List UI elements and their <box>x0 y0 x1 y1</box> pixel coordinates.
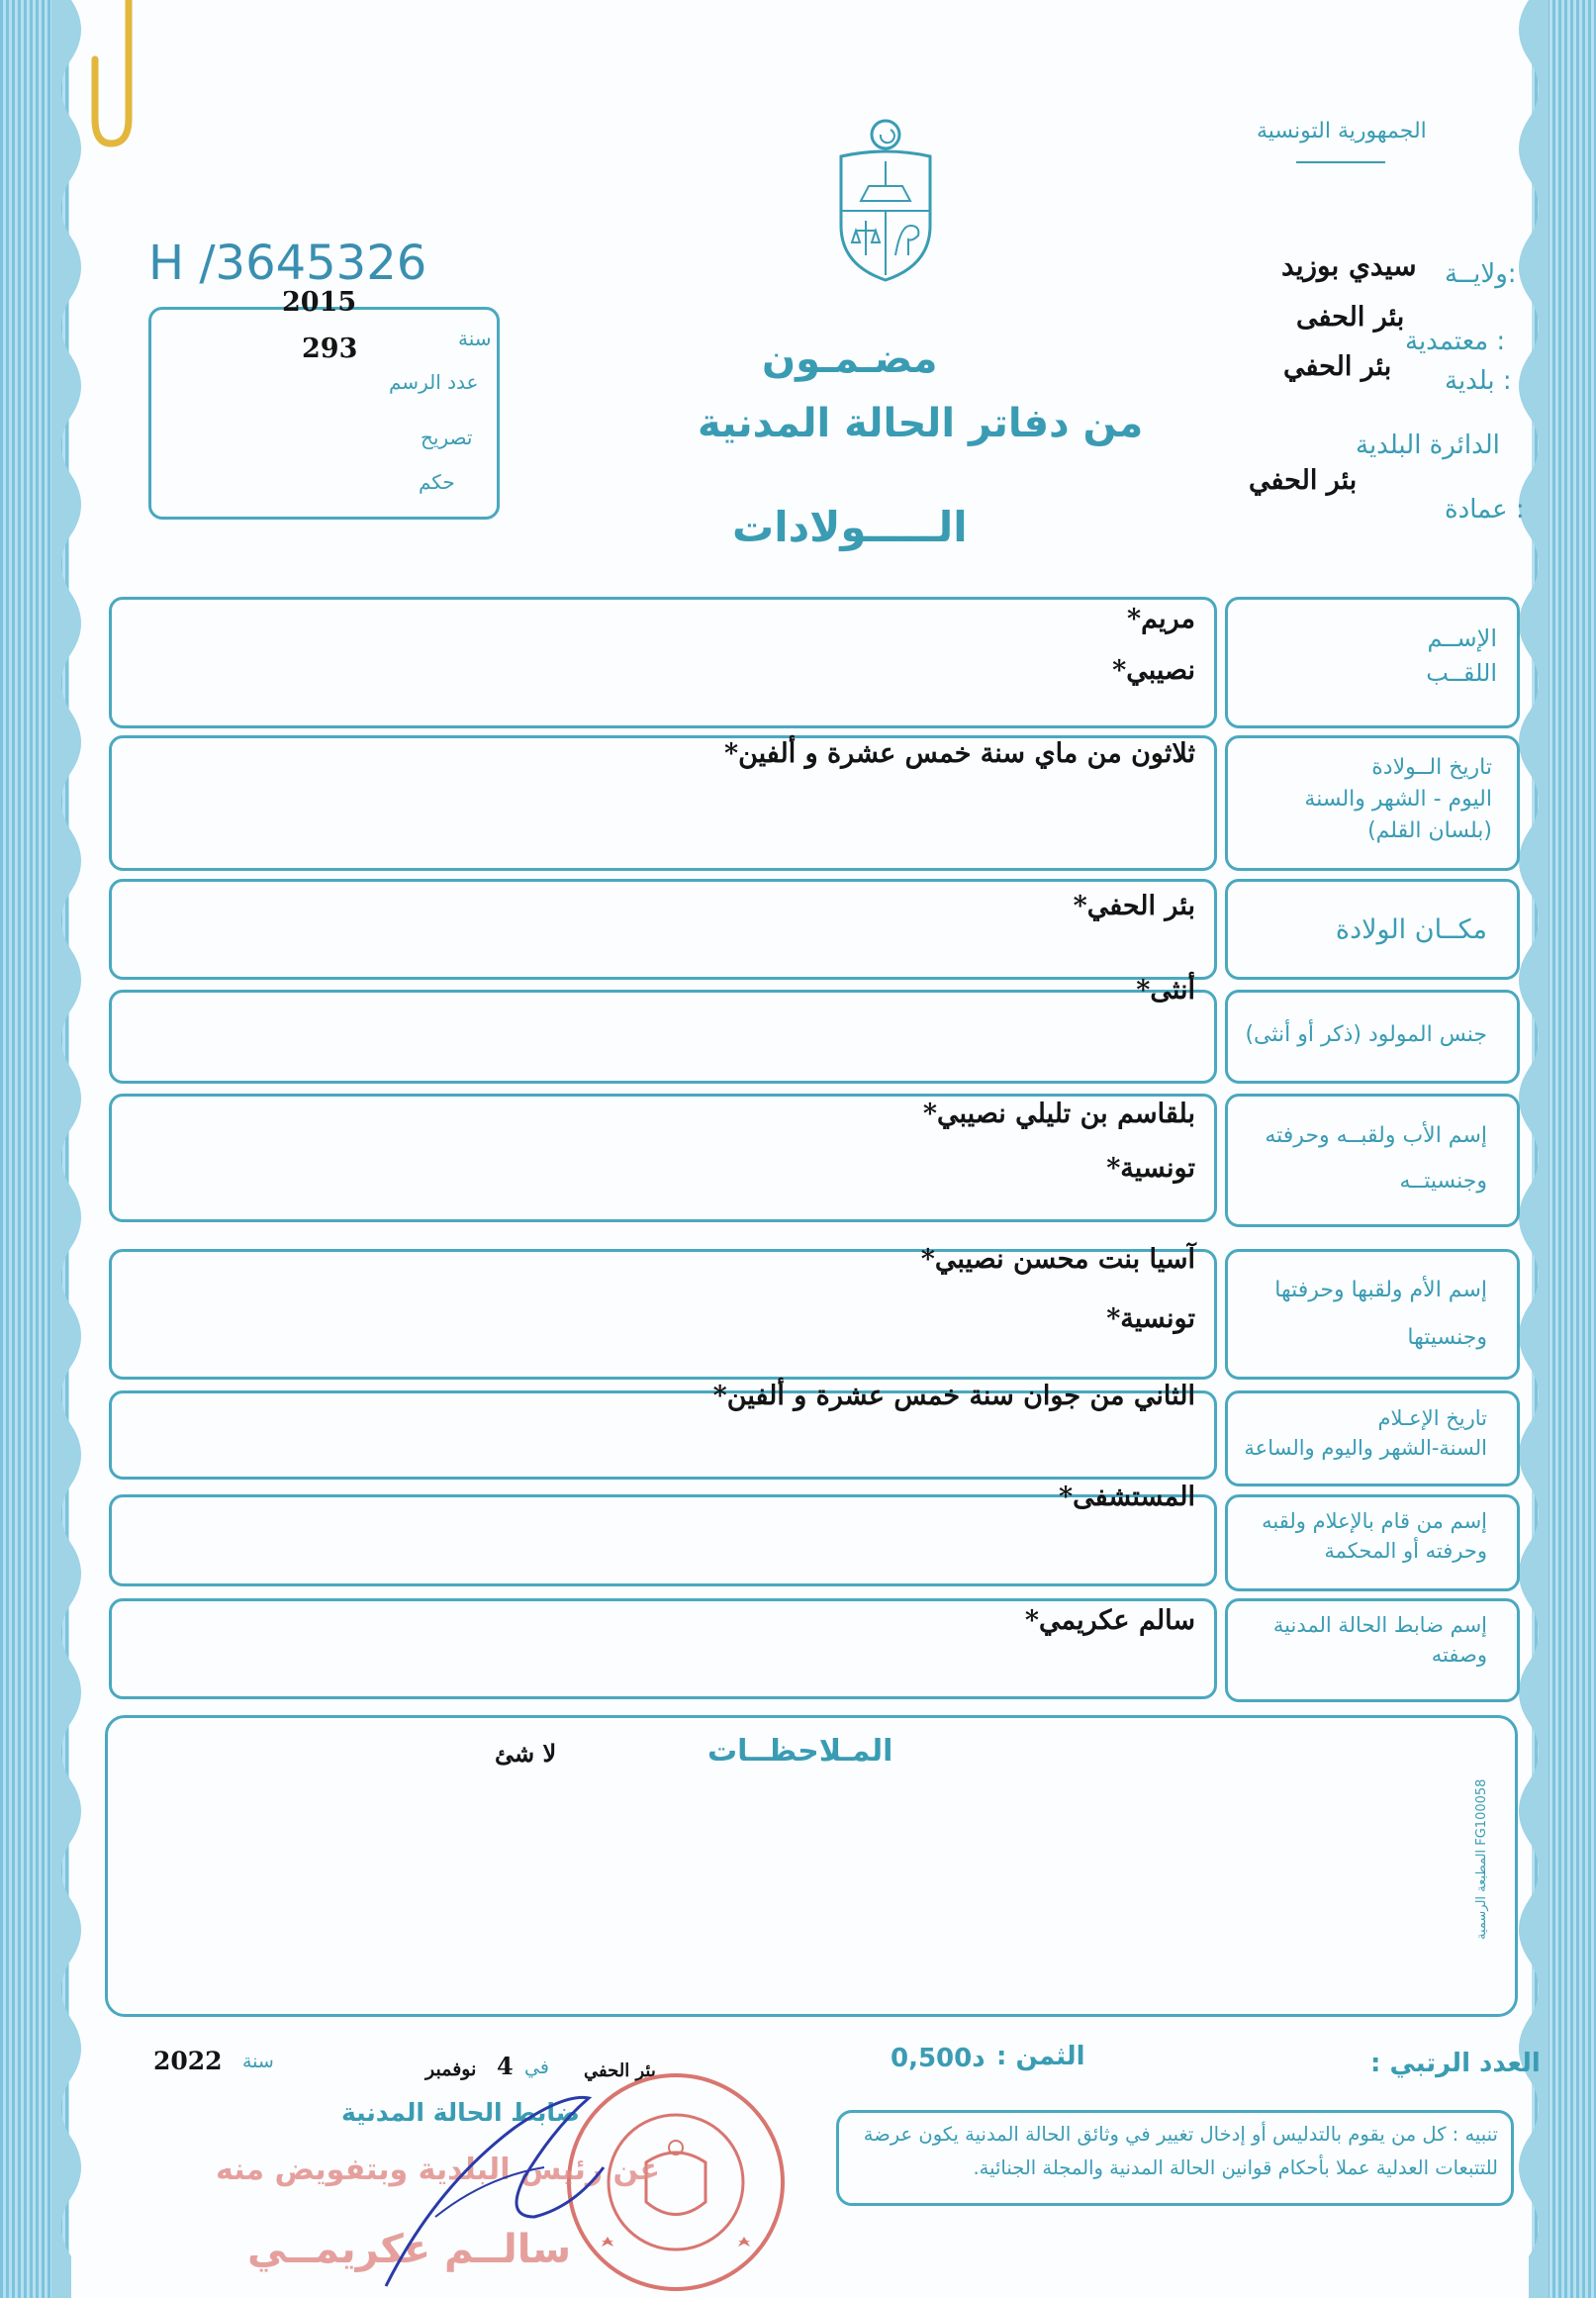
officer-title: ضابط الحالة المدنية <box>341 2098 580 2127</box>
father-nationality-value: تونسية* <box>1106 1153 1195 1184</box>
signature-icon <box>376 2068 633 2296</box>
title-extract: مضـمـون <box>762 336 938 382</box>
wilaya-label: ولايــة: <box>1445 259 1517 289</box>
mutamadia-label: معتمدية : <box>1405 327 1506 356</box>
year-label: سنة <box>458 327 492 350</box>
first-name-value: مريم* <box>1127 604 1195 634</box>
registration-year: 2015 <box>282 287 357 318</box>
title-civil-registers: من دفاتر الحالة المدنية <box>698 401 1144 446</box>
declaration-label: تصريح <box>421 426 473 449</box>
father-label: إسم الأب ولقبــه وحرفته وجنسيتــه <box>1265 1123 1487 1195</box>
birth-place-value-box <box>109 879 1217 980</box>
footer-year: 2022 <box>153 2047 223 2075</box>
stamp-delegation-line: عن رئيس البلدية وبتفويض منه <box>216 2153 661 2187</box>
sex-value: أنثى* <box>1136 975 1195 1005</box>
republic-name: الجمهورية التونسية <box>1257 119 1427 144</box>
mother-label: إسم الأم ولقبها وحرفتها وجنسيتها <box>1274 1278 1487 1351</box>
price-value: 0,500د <box>891 2044 986 2073</box>
declaration-date-value: الثاني من جوان سنة خمس عشرة و ألفين* <box>712 1381 1195 1411</box>
baladia-label: بلدية : <box>1445 366 1512 396</box>
name-value-box <box>109 597 1217 728</box>
fee-number: 293 <box>302 334 358 364</box>
father-name-value: بلقاسم بن تليلي نصيبي* <box>922 1099 1195 1129</box>
footer-day: 4 <box>497 2052 514 2080</box>
coat-of-arms-icon <box>831 117 940 285</box>
surname-value: نصيبي* <box>1112 655 1195 686</box>
printer-mark: المطبعة الرسمية FG100058 <box>1474 1778 1489 1940</box>
declarant-value: المستشفى* <box>1059 1482 1195 1512</box>
footer-place: بئر الحفي <box>584 2060 656 2081</box>
fee-label: عدد الرسم <box>389 370 479 394</box>
mutamadia-value: بئر الحفى <box>1296 302 1405 333</box>
serial-number: H /3645326 <box>148 236 427 291</box>
daira-label: الدائرة البلدية <box>1356 431 1500 460</box>
stamp-officer-name: سالــم عكريمــي <box>247 2227 572 2272</box>
daira-value: بئر الحفي <box>1249 465 1358 496</box>
birth-place-value: بئر الحفي* <box>1073 891 1195 921</box>
birth-date-value: ثلاثون من ماي سنة خمس عشرة و ألفين* <box>723 738 1195 769</box>
remarks-value: لا شئ <box>495 1739 557 1768</box>
name-label: الإســم اللقــب <box>1426 624 1497 687</box>
declarant-label: إسم من قام بالإعلام ولقبه وحرفته أو المحكمة <box>1262 1509 1487 1564</box>
paper-clip-icon <box>89 0 148 148</box>
sex-value-box <box>109 990 1217 1084</box>
serial-order-label: العدد الرتبي : <box>1370 2049 1541 2078</box>
left-wave-edge <box>51 0 91 2298</box>
title-births: الـــــولادات <box>732 503 968 551</box>
officer-value: سالم عكريمي* <box>1024 1605 1195 1636</box>
birth-place-label: مكــان الولادة <box>1335 914 1487 945</box>
wilaya-value: سيدي بوزيد <box>1281 249 1417 282</box>
price-label: الثمن : <box>996 2042 1085 2071</box>
mother-name-value: آسيا بنت محسن نصيبي* <box>920 1244 1195 1275</box>
mother-nationality-value: تونسية* <box>1106 1303 1195 1334</box>
sex-label: جنس المولود (ذكر أو أنثى) <box>1245 1022 1487 1047</box>
declaration-date-label: تاريخ الإعـلام السنة-الشهر واليوم والساعة <box>1244 1406 1487 1461</box>
footer-in: في <box>524 2057 549 2078</box>
republic-underline <box>1296 161 1385 163</box>
imada-label: عمادة : <box>1445 495 1525 525</box>
birth-date-label: تاريخ الــولادة اليوم - الشهر والسنة (بلسان القلم) <box>1304 755 1492 843</box>
declarant-value-box <box>109 1494 1217 1586</box>
officer-label: إسم ضابط الحالة المدنية وصفته <box>1272 1613 1487 1668</box>
footer-year-label: سنة <box>242 2051 274 2072</box>
baladia-value: بئر الحفي <box>1283 351 1392 382</box>
footer-month: نوفمبر <box>425 2059 477 2080</box>
remarks-label: المـلاحظــات <box>707 1734 893 1769</box>
judgment-label: حكم <box>419 470 455 494</box>
warning-text: تنبيه : كل من يقوم بالتدليس أو إدخال تغيير في وثائق الحالة المدنية يكون عرضة للتتبعات العدلية عملا بأحكام قوانين الحالة المدنية والمجلة الجنائية. <box>863 2123 1498 2180</box>
